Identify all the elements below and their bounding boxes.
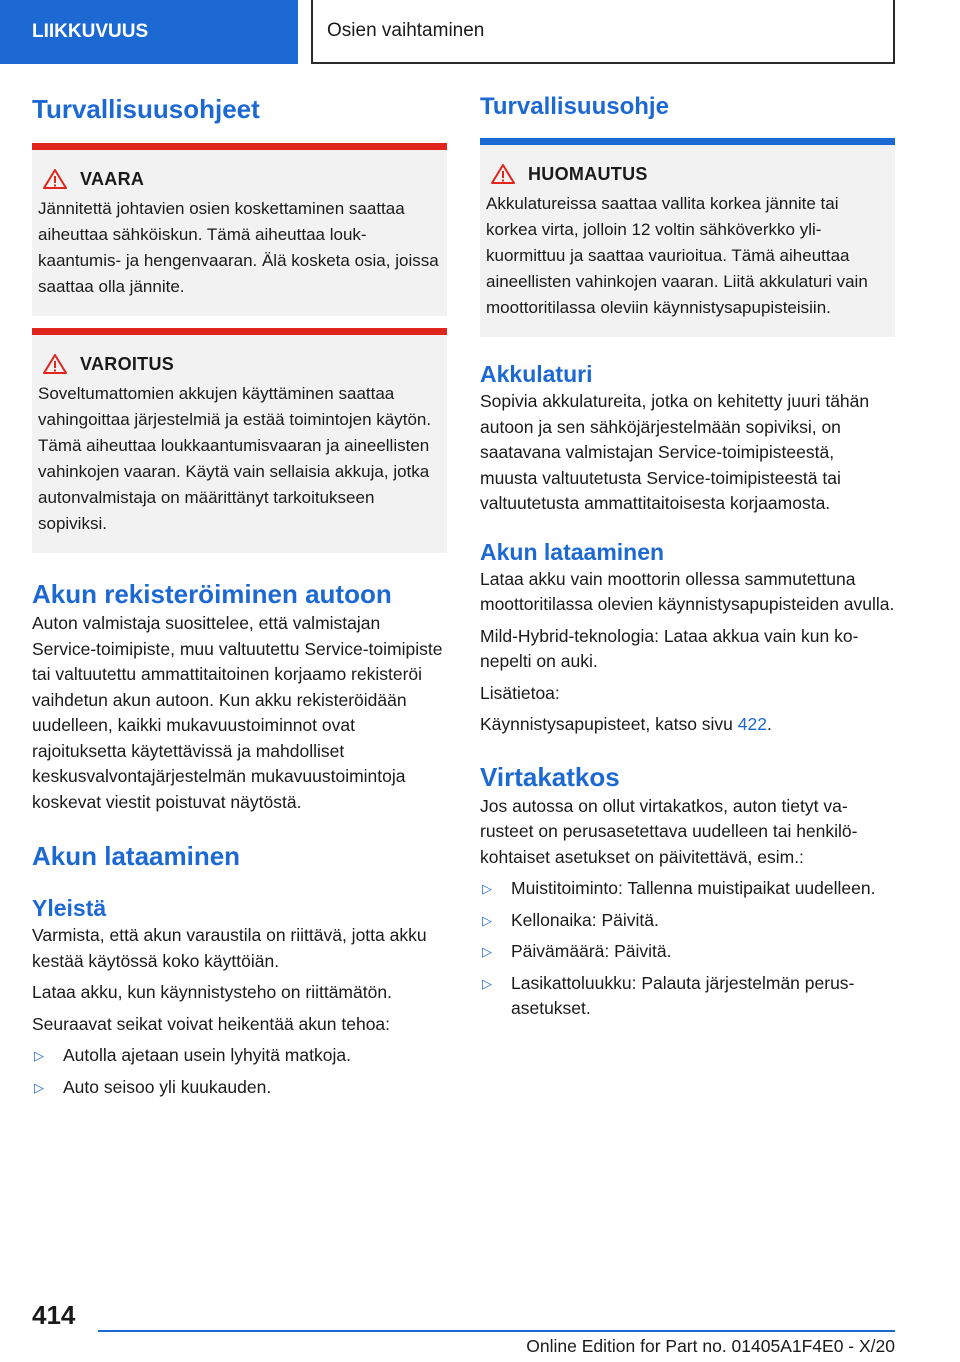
general-paragraph-1: Varmista, että akun varaustila on riittävä, jotta akku kestää käytössä koko käyttöiän. (32, 925, 427, 971)
bullet-triangle-icon: ▷ (482, 912, 492, 928)
bullet-triangle-icon: ▷ (482, 944, 492, 959)
list-item (480, 876, 895, 902)
footer-divider (98, 1330, 895, 1332)
list-item-text: Kellonaika: Päivitä. (511, 909, 659, 930)
general-paragraph-3: Seuraavat seikat voivat heikentää akun tehoa: (32, 1013, 391, 1034)
bullet-triangle-icon: ▷ (482, 881, 492, 896)
charging-paragraph-1: Lataa akku vain moottorin ollessa sammutettuna moottoritilassa olevien käynnistysapupisteiden avulla. (480, 568, 895, 614)
notice-box (480, 138, 895, 337)
safety-instructions-heading: Turvallisuusohjeet (32, 94, 260, 124)
warning-box (32, 328, 447, 553)
charging-paragraph-2: Mild-Hybrid-teknologia: Lataa akkua vain kun konepelti on auki. (480, 625, 859, 671)
list-item-text: Lasikattoluukku: Palauta järjestelmän perusasetukset. (511, 972, 855, 1018)
power-failure-heading: Virtakatkos (480, 761, 620, 792)
list-item (480, 939, 895, 965)
warning-triangle-icon (42, 353, 68, 375)
page-reference-link[interactable]: 422 (737, 714, 767, 734)
header-chapter-tab (311, 0, 895, 64)
edition-text: Online Edition for Part no. 01405A1F4E0 - X/20 (526, 1336, 895, 1356)
reference-suffix: . (766, 714, 772, 734)
header-section-tab (0, 0, 298, 64)
safety-instruction-heading: Turvallisuusohje (480, 93, 669, 120)
header-section-label: LIIKKUVUUS (32, 21, 149, 42)
charging-paragraph-4 (480, 712, 895, 738)
charging-subheading: Akun lataaminen (480, 538, 665, 565)
danger-box (32, 143, 447, 316)
registration-heading: Akun rekisteröiminen autoon (32, 579, 392, 609)
list-item-text: Autolla ajetaan usein lyhyitä matkoja. (63, 1045, 351, 1065)
list-item (32, 1075, 447, 1101)
list-item-text: Päivämäärä: Päivitä. (511, 941, 672, 961)
warning-text: Soveltumattomien akkujen käyttäminen saattaa vahingoittaa järjestelmiä ja estää toimintojen käytön. Tämä aiheuttaa loukkaantumisvaaran ja aineellisten vahinkojen vaaran. Käytä vain sellaisia akkuja, jotka autonvalmistaja on määrittänyt tarkoitukseen sopiviksi. (38, 384, 432, 533)
list-item (32, 1043, 447, 1069)
notice-triangle-icon (490, 163, 516, 185)
warning-label: VAROITUS (80, 353, 175, 374)
list-item (480, 971, 895, 1022)
general-paragraph-2: Lataa akku, kun käynnistysteho on riittämätön. (32, 982, 392, 1002)
left-column (32, 92, 447, 1100)
bullet-triangle-icon: ▷ (482, 975, 492, 991)
notice-label: HUOMAUTUS (528, 163, 648, 184)
power-failure-text: Jos autossa on ollut virtakatkos, auton tietyt varusteet on perusasetettava uudelleen tai henkilökohtaiset asetukset on päivitettävä, esim.: (480, 795, 858, 867)
list-item (480, 908, 895, 934)
danger-label: VAARA (80, 168, 145, 189)
registration-text: Auton valmistaja suosittelee, että valmistajan Service-toimipiste, muu valtuutettu Service-toimipiste tai valtuutettu ammattitaitoinen korjaamo rekisteröi vaihdetun akun autoon. Kun akku rekisteröidään uudelleen, kaikki mukavuustoiminnot ovat rajoituksetta käytettävissä ja mahdolliset keskusvalvontajärjestelmän mukavuustoimintoja koskevat viestit poistuvat näytöstä. (32, 613, 443, 812)
right-column (480, 92, 895, 1022)
warning-triangle-icon (42, 168, 68, 190)
danger-text: Jännitettä johtavien osien koskettaminen saattaa aiheuttaa sähköiskun. Tämä aiheuttaa loukkaantumis- ja hengenvaaran. Älä kosketa osia, joissa saattaa olla jännite. (38, 199, 439, 296)
charger-heading: Akkulaturi (480, 361, 593, 387)
page-number: 414 (32, 1300, 76, 1330)
reference-text: Käynnistysapupisteet, katso sivu (480, 714, 738, 734)
bullet-triangle-icon: ▷ (34, 1048, 44, 1063)
charger-text: Sopivia akkulatureita, jotka on kehitetty juuri tähän autoon ja sen sähköjärjestelmään sopiviksi, on saatavana valmistajan Service-toimipisteestä, muusta valtuutetusta Service-toimipisteestä tai valtuutetusta ammattitaitoisesta korjaamosta. (480, 391, 870, 513)
header-chapter-label: Osien vaihtaminen (327, 20, 485, 41)
list-item-text: Muistitoiminto: Tallenna muistipaikat uudelleen. (511, 878, 876, 898)
charging-paragraph-3: Lisätietoa: (480, 682, 560, 703)
bullet-triangle-icon: ▷ (34, 1079, 44, 1095)
charging-heading: Akun lataaminen (32, 841, 241, 871)
notice-text: Akkulatureissa saattaa vallita korkea jännite tai korkea virta, jolloin 12 voltin sähköverkko ylikuormittuu ja saattaa vaurioitua. Tämä aiheuttaa aineellisten vahinkojen vaaran. Liitä akkulaturi vain moottoritilassa oleviin käynnistysapupisteisiin. (486, 194, 868, 317)
list-item-text: Auto seisoo yli kuukauden. (63, 1076, 272, 1097)
general-subheading: Yleistä (32, 895, 107, 921)
